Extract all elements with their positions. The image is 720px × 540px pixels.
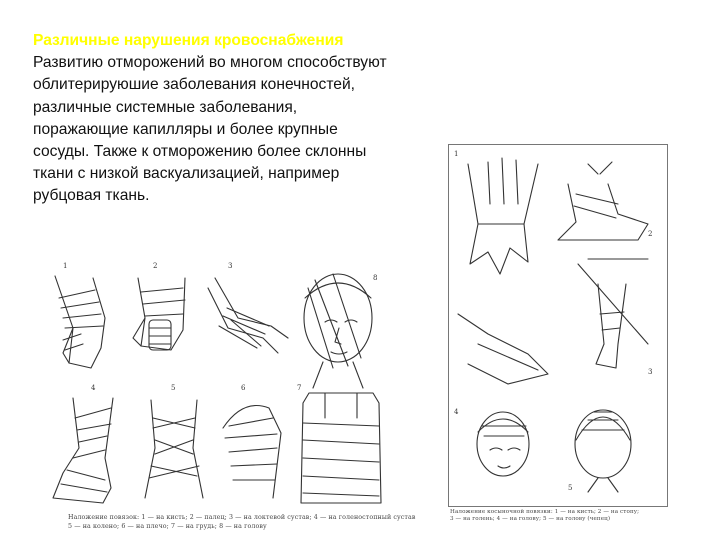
panel-label-2: 2 bbox=[153, 262, 158, 270]
kerchief-drawing bbox=[448, 144, 668, 524]
panel-label-8: 8 bbox=[373, 274, 378, 282]
panel-label-1: 1 bbox=[63, 262, 68, 270]
kerchief-illustration bbox=[448, 144, 668, 524]
kerchief-label-5: 5 bbox=[568, 484, 573, 492]
slide-heading: Различные нарушения кровоснабжения bbox=[33, 32, 344, 49]
right-caption-line-1: Наложение косыночной повязки: 1 — на кисть; 2 — на стопу; bbox=[450, 509, 640, 515]
head-bandage-sketch bbox=[304, 274, 372, 388]
slide-body: Развитию отморожений во многом способствуют облитерируюшие заболевания конечностей, различные системные заболевания, поражающие капилляры и более крупные сосуды. Также к отморожению более склонны ткани с низкой васкуализацией, например рубцовая ткань. bbox=[33, 54, 387, 205]
shin-kerchief-sketch bbox=[578, 259, 648, 368]
ankle-bandage-sketch bbox=[53, 398, 113, 503]
arm-sling-sketch bbox=[458, 314, 548, 384]
right-caption bbox=[450, 509, 666, 523]
panel-label-5: 5 bbox=[171, 384, 176, 392]
knee-bandage-sketch bbox=[145, 400, 203, 498]
left-caption bbox=[68, 514, 416, 531]
panel-label-3: 3 bbox=[228, 262, 233, 270]
hand-bandage-sketch bbox=[55, 276, 105, 368]
panel-label-7: 7 bbox=[297, 384, 302, 392]
foot-kerchief-sketch bbox=[558, 162, 648, 240]
finger-bandage-sketch bbox=[133, 278, 185, 350]
right-caption-line-2: 3 — на голень; 4 — на голову; 5 — на голову (чепец) bbox=[450, 516, 611, 523]
elbow-bandage-sketch bbox=[208, 278, 288, 353]
left-caption-line-2: 5 — на колено; 6 — на плечо; 7 — на грудь; 8 — на голову bbox=[68, 522, 267, 530]
hand-kerchief-sketch bbox=[468, 158, 538, 274]
panel-label-4: 4 bbox=[91, 384, 96, 392]
head-kerchief-sketch-2 bbox=[575, 410, 631, 492]
bandaging-illustration bbox=[33, 258, 416, 534]
kerchief-label-4: 4 bbox=[454, 408, 459, 416]
kerchief-label-3: 3 bbox=[648, 368, 653, 376]
slide-text bbox=[33, 30, 393, 208]
kerchief-label-1: 1 bbox=[454, 150, 459, 158]
shoulder-bandage-sketch bbox=[223, 406, 281, 499]
kerchief-label-2: 2 bbox=[648, 230, 653, 238]
head-kerchief-sketch-1 bbox=[477, 412, 529, 476]
left-caption-line-1: Наложение повязок: 1 — на кисть; 2 — палец; 3 — на локтевой сустав; 4 — на голеностопный сустав bbox=[68, 514, 416, 521]
chest-bandage-sketch bbox=[301, 393, 381, 503]
bandaging-drawing bbox=[33, 258, 416, 534]
panel-label-6: 6 bbox=[241, 384, 246, 392]
